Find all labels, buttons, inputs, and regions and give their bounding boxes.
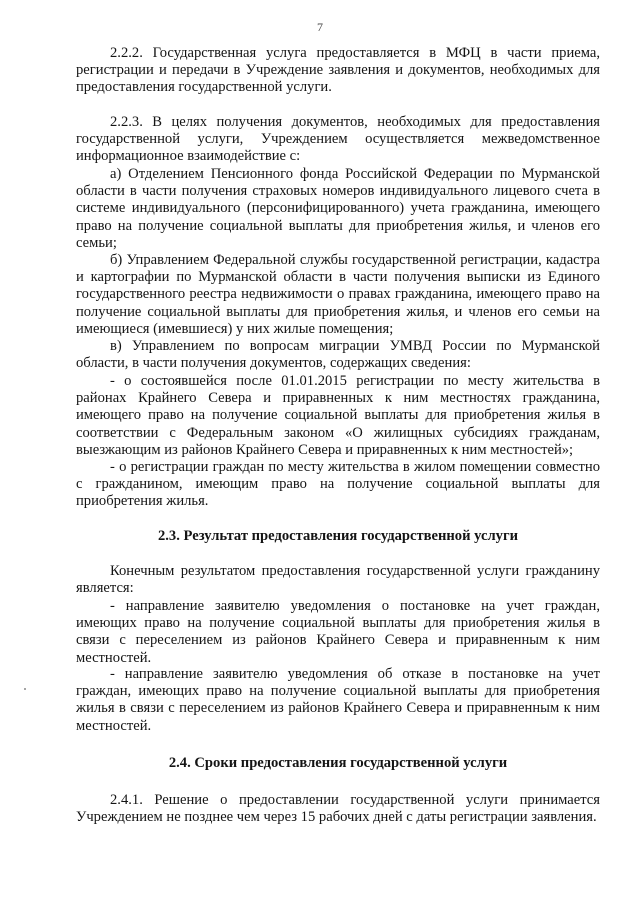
- list-item-v-sub-2: - о регистрации граждан по месту жительства в жилом помещении совместно с гражданином, имеющим право на получение социальной выплаты для приобретения жилья.: [76, 459, 600, 510]
- paragraph-2-3-item-1: - направление заявителю уведомления о постановке на учет граждан, имеющих право на получение социальной выплаты для приобретения жилья в связи с переселением из районов Крайнего Севера и приравненным к ним местностей.: [76, 598, 600, 666]
- paragraph-2-3-item-2: - направление заявителю уведомления об отказе в постановке на учет граждан, имеющих право на получение социальной выплаты для приобретения жилья в связи с переселением из районов Крайнего Севера и приравненным к ним местностей.: [76, 666, 600, 734]
- paragraph-2-3-intro: Конечным результатом предоставления государственной услуги гражданину является:: [76, 563, 600, 597]
- page-number: 7: [317, 20, 323, 34]
- paragraph-2-2-3: 2.2.3. В целях получения документов, необходимых для предоставления государственной услуги, Учреждением осуществляется межведомственное информационное взаимодействие с:: [76, 114, 600, 165]
- paragraph-2-2-2: 2.2.2. Государственная услуга предоставляется в МФЦ в части приема, регистрации и передачи в Учреждение заявления и документов, необходимых для предоставления государственной услуги.: [76, 45, 600, 96]
- section-heading-2-3: 2.3. Результат предоставления государственной услуги: [157, 528, 519, 544]
- list-item-v-sub-1: - о состоявшейся после 01.01.2015 регистрации по месту жительства в районах Крайнего Севера и приравненных к ним местностях гражданина, имеющего право на получение социальной выплаты для приобретения жилья в соответствии с Федеральным законом «О жилищных субсидиях гражданам, выезжающим из районов Крайнего Севера и приравненных к ним местностей»;: [76, 373, 600, 458]
- scan-speck: [24, 688, 26, 690]
- list-item-v: в) Управлением по вопросам миграции УМВД России по Мурманской области, в части получения документов, содержащих сведения:: [76, 338, 600, 372]
- paragraph-2-4-1: 2.4.1. Решение о предоставлении государственной услуги принимается Учреждением не позднее чем через 15 рабочих дней с даты регистрации заявления.: [76, 792, 600, 826]
- list-item-b: б) Управлением Федеральной службы государственной регистрации, кадастра и картографии по Мурманской области в части получения выписки из Единого государственного реестра недвижимости о правах гражданина, имеющего право на получение социальной выплаты для приобретения жилья, и членов его семьи на имеющиеся (имевшиеся) у них жилые помещения;: [76, 252, 600, 337]
- section-heading-2-4: 2.4. Сроки предоставления государственной услуги: [168, 755, 508, 771]
- list-item-a: а) Отделением Пенсионного фонда Российской Федерации по Мурманской области в части получения страховых номеров индивидуального лицевого счета в системе индивидуального (персонифицированного) учета гражданина, имеющего право на получение социальной выплаты для приобретения жилья, и членов его семьи;: [76, 166, 600, 251]
